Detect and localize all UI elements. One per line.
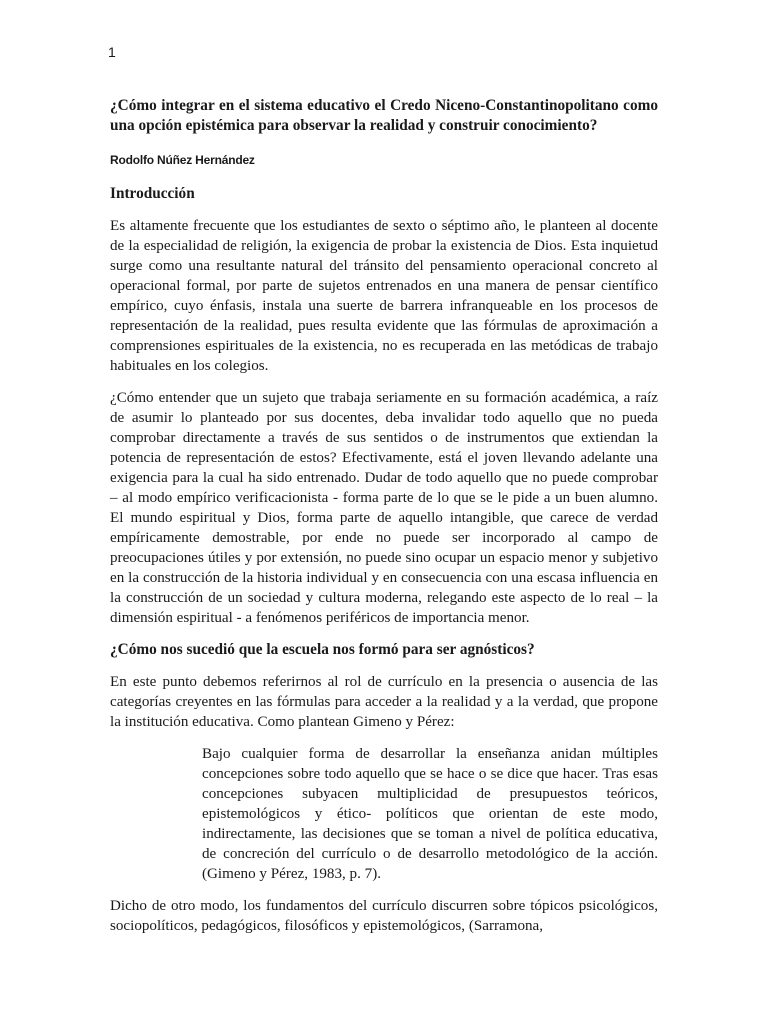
author-name: Rodolfo Núñez Hernández bbox=[110, 153, 255, 167]
page-number: 1 bbox=[108, 44, 116, 60]
block-quote: Bajo cualquier forma de desarrollar la enseñanza anidan múltiples concepciones sobre todo aquello que se hace o se dice que hacer. Tras esas concepciones subyacen multiplicidad de presupuestos teóricos, epistemológicos y ético- políticos que orientan de este modo, indirectamente, las decisiones que se toman a nivel de política educativa, de concreción del currículo o de desarrollo metodológico de la acción. (Gimeno y Pérez, 1983, p. 7). bbox=[202, 746, 658, 882]
document-title: ¿Cómo integrar en el sistema educativo el Credo Niceno-Constantinopolitano como una opción epistémica para observar la realidad y construir conocimiento? bbox=[110, 97, 658, 134]
section-heading-introduccion: Introducción bbox=[110, 185, 195, 202]
section-heading-agnosticos: ¿Cómo nos sucedió que la escuela nos formó para ser agnósticos? bbox=[110, 641, 535, 658]
paragraph: Es altamente frecuente que los estudiantes de sexto o séptimo año, le planteen al docente de la especialidad de religión, la exigencia de probar la existencia de Dios. Esta inquietud surge como una resultante natural del tránsito del pensamiento operacional concreto al operacional formal, por parte de sujetos entrenados en una manera de pensar científico empírico, cuyo énfasis, instala una suerte de barrera infranqueable en los procesos de representación de la realidad, pues resulta evidente que las fórmulas de aproximación a comprensiones espirituales de la existencia, no es recuperada en las metódicas de trabajo habituales en los colegios. bbox=[110, 218, 658, 374]
paragraph: En este punto debemos referirnos al rol de currículo en la presencia o ausencia de las categorías creyentes en las fórmulas para acceder a la realidad y a la verdad, que propone la institución educativa. Como plantean Gimeno y Pérez: bbox=[110, 674, 658, 730]
paragraph: Dicho de otro modo, los fundamentos del currículo discurren sobre tópicos psicológicos, sociopolíticos, pedagógicos, filosóficos y epistemológicos, (Sarramona, bbox=[110, 898, 658, 934]
paragraph: ¿Cómo entender que un sujeto que trabaja seriamente en su formación académica, a raíz de asumir lo planteado por sus docentes, deba invalidar todo aquello que no pueda comprobar directamente a través de sus sentidos o de instrumentos que extiendan la potencia de representación de estos? Efectivamente, está el joven llevando adelante una exigencia para la cual ha sido entrenado. Dudar de todo aquello que no puede comprobar – al modo empírico verificacionista - forma parte de lo que se le pide a un buen alumno. El mundo espiritual y Dios, forma parte de aquello intangible, que carece de verdad empíricamente demostrable, por ende no puede ser incorporado al campo de preocupaciones útiles y por extensión, no puede sino ocupar un espacio menor y subjetivo en la construcción de la historia individual y en consecuencia con una escasa influencia en la construcción de un sociedad y cultura moderna, relegando este aspecto de lo real – la dimensión espiritual - a fenómenos periféricos de importancia menor. bbox=[110, 390, 658, 626]
document-body bbox=[110, 96, 658, 936]
